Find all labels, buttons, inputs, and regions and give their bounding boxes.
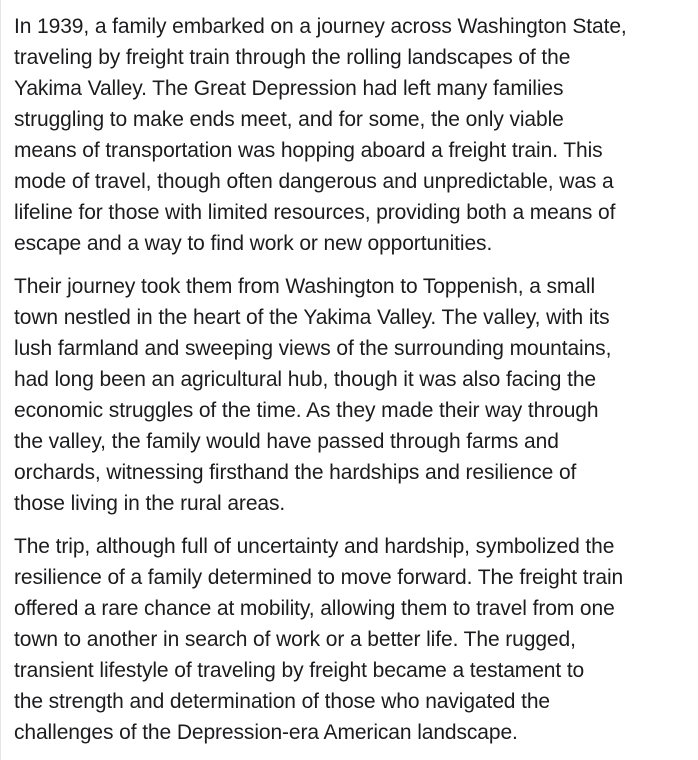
text-line: resilience of a family determined to move forward. The freight train (14, 566, 624, 589)
text-line: mode of travel, though often dangerous and unpredictable, was a (14, 170, 614, 193)
text-line: the strength and determination of those who navigated the (14, 690, 551, 713)
text-line: struggling to make ends meet, and for some, the only viable (14, 108, 564, 131)
text-line: challenges of the Depression-era American landscape. (14, 721, 518, 744)
text-line: The trip, although full of uncertainty and hardship, symbolized the (14, 535, 615, 558)
text-line: transient lifestyle of traveling by freight became a testament to (14, 659, 585, 682)
paragraph-3 (14, 531, 692, 748)
text-line: economic struggles of the time. As they made their way through (14, 399, 599, 422)
text-line: town nestled in the heart of the Yakima Valley. The valley, with its (14, 306, 610, 329)
text-line: Yakima Valley. The Great Depression had left many families (14, 77, 564, 100)
text-line: offered a rare chance at mobility, allowing them to travel from one (14, 597, 615, 620)
text-line: In 1939, a family embarked on a journey across Washington State, (14, 15, 627, 38)
text-line: had long been an agricultural hub, though it was also facing the (14, 368, 597, 391)
text-line: Their journey took them from Washington to Toppenish, a small (14, 275, 596, 298)
text-line: the valley, the family would have passed through farms and (14, 430, 559, 453)
text-line: lush farmland and sweeping views of the surrounding mountains, (14, 337, 612, 360)
text-line: those living in the rural areas. (14, 492, 286, 515)
text-line: lifeline for those with limited resources, providing both a means of (14, 201, 616, 224)
text-line: town to another in search of work or a better life. The rugged, (14, 628, 576, 651)
text-line: orchards, witnessing firsthand the hardships and resilience of (14, 461, 577, 484)
paragraph-2 (14, 271, 692, 519)
text-line: escape and a way to find work or new opportunities. (14, 232, 493, 255)
article-body (14, 11, 692, 760)
paragraph-1 (14, 11, 692, 259)
text-line: means of transportation was hopping aboard a freight train. This (14, 139, 603, 162)
text-line: traveling by freight train through the rolling landscapes of the (14, 46, 571, 69)
